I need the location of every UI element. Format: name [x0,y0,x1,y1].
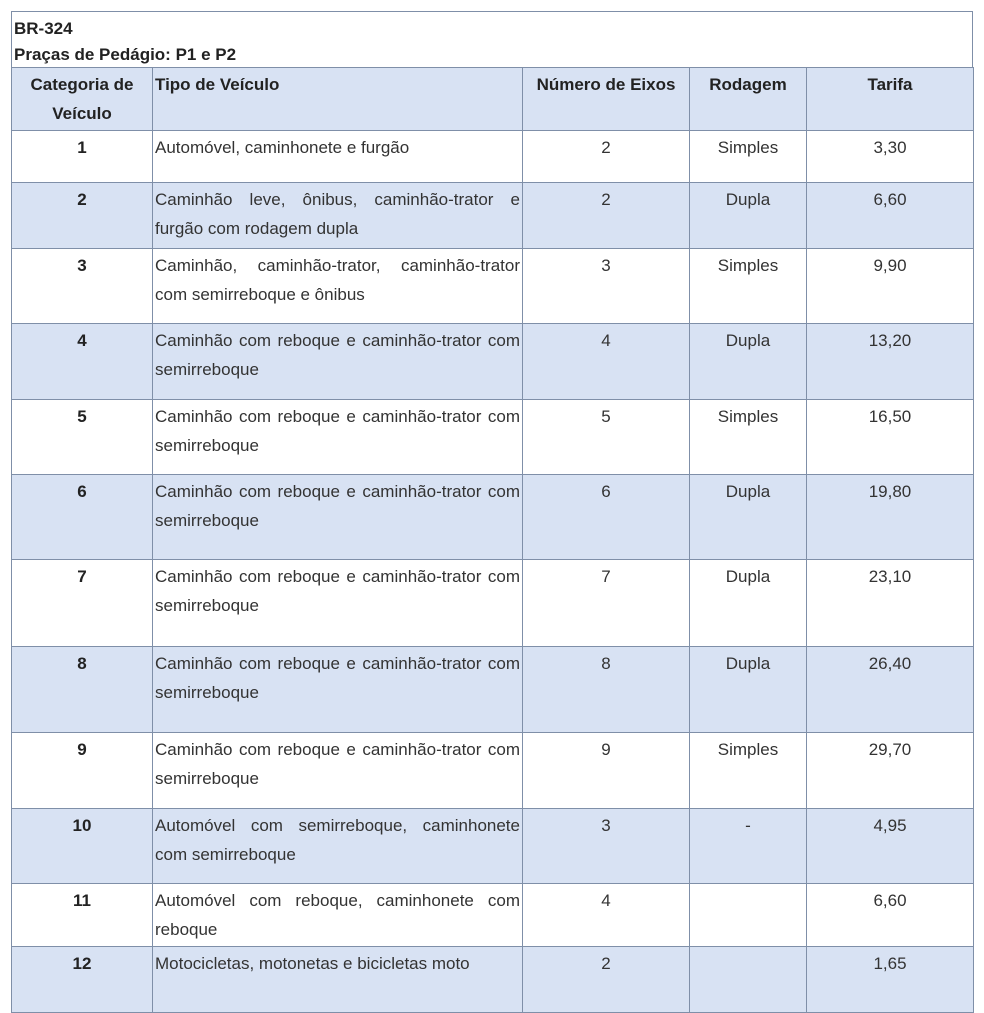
table-row [12,809,974,884]
toll-table [11,67,974,1013]
table-row [12,131,974,183]
cell-tipo: Automóvel com semirreboque, caminhonete com semirreboque [153,809,523,884]
table-row [12,475,974,560]
cell-tarifa: 3,30 [807,131,974,183]
cell-tarifa: 16,50 [807,400,974,475]
table-row [12,324,974,400]
cell-eixos: 8 [523,647,690,733]
table-row [12,733,974,809]
header-eixos: Número de Eixos [523,68,690,131]
cell-tarifa: 29,70 [807,733,974,809]
table-caption [11,11,973,67]
cell-tarifa: 26,40 [807,647,974,733]
table-row [12,183,974,249]
cell-rodagem [690,947,807,1013]
cell-categoria: 8 [12,647,153,733]
cell-tipo: Motocicletas, motonetas e bicicletas moto [153,947,523,1013]
cell-eixos: 2 [523,131,690,183]
cell-categoria: 3 [12,249,153,324]
cell-tipo: Caminhão com reboque e caminhão-trator com semirreboque [153,647,523,733]
cell-categoria: 11 [12,884,153,947]
cell-categoria: 6 [12,475,153,560]
cell-categoria: 1 [12,131,153,183]
cell-categoria: 10 [12,809,153,884]
cell-rodagem: Dupla [690,560,807,647]
cell-tarifa: 1,65 [807,947,974,1013]
cell-eixos: 9 [523,733,690,809]
cell-rodagem: Dupla [690,324,807,400]
plazas-title: Praças de Pedágio: P1 e P2 [14,45,237,64]
cell-eixos: 5 [523,400,690,475]
cell-tarifa: 23,10 [807,560,974,647]
cell-rodagem: Simples [690,400,807,475]
cell-rodagem: - [690,809,807,884]
cell-eixos: 2 [523,183,690,249]
cell-tarifa: 6,60 [807,884,974,947]
cell-tipo: Caminhão com reboque e caminhão-trator com semirreboque [153,560,523,647]
cell-categoria: 9 [12,733,153,809]
cell-eixos: 3 [523,249,690,324]
cell-categoria: 7 [12,560,153,647]
table-row [12,400,974,475]
cell-rodagem: Simples [690,131,807,183]
cell-rodagem: Dupla [690,183,807,249]
table-row [12,249,974,324]
cell-eixos: 4 [523,884,690,947]
header-rodagem: Rodagem [690,68,807,131]
cell-tipo: Caminhão com reboque e caminhão-trator com semirreboque [153,400,523,475]
cell-categoria: 12 [12,947,153,1013]
table-row [12,947,974,1013]
cell-tipo: Caminhão, caminhão-trator, caminhão-trator com semirreboque e ônibus [153,249,523,324]
header-tipo: Tipo de Veículo [153,68,523,131]
cell-tarifa: 4,95 [807,809,974,884]
cell-tipo: Automóvel com reboque, caminhonete com reboque [153,884,523,947]
cell-eixos: 6 [523,475,690,560]
toll-table-container [11,11,973,1013]
cell-tarifa: 6,60 [807,183,974,249]
cell-categoria: 5 [12,400,153,475]
cell-rodagem: Simples [690,249,807,324]
table-row [12,560,974,647]
cell-categoria: 2 [12,183,153,249]
cell-tipo: Caminhão com reboque e caminhão-trator com semirreboque [153,475,523,560]
table-row [12,884,974,947]
cell-tarifa: 13,20 [807,324,974,400]
cell-eixos: 7 [523,560,690,647]
cell-tipo: Caminhão com reboque e caminhão-trator com semirreboque [153,733,523,809]
table-row [12,647,974,733]
cell-tipo: Caminhão com reboque e caminhão-trator com semirreboque [153,324,523,400]
cell-rodagem [690,884,807,947]
cell-eixos: 2 [523,947,690,1013]
cell-eixos: 3 [523,809,690,884]
cell-tarifa: 9,90 [807,249,974,324]
header-row [12,68,974,131]
cell-tipo: Caminhão leve, ônibus, caminhão-trator e furgão com rodagem dupla [153,183,523,249]
cell-tarifa: 19,80 [807,475,974,560]
header-categoria: Categoria de Veículo [12,68,153,131]
road-title: BR-324 [14,19,73,38]
cell-rodagem: Simples [690,733,807,809]
header-tarifa: Tarifa [807,68,974,131]
cell-rodagem: Dupla [690,647,807,733]
cell-tipo: Automóvel, caminhonete e furgão [153,131,523,183]
cell-categoria: 4 [12,324,153,400]
cell-eixos: 4 [523,324,690,400]
cell-rodagem: Dupla [690,475,807,560]
